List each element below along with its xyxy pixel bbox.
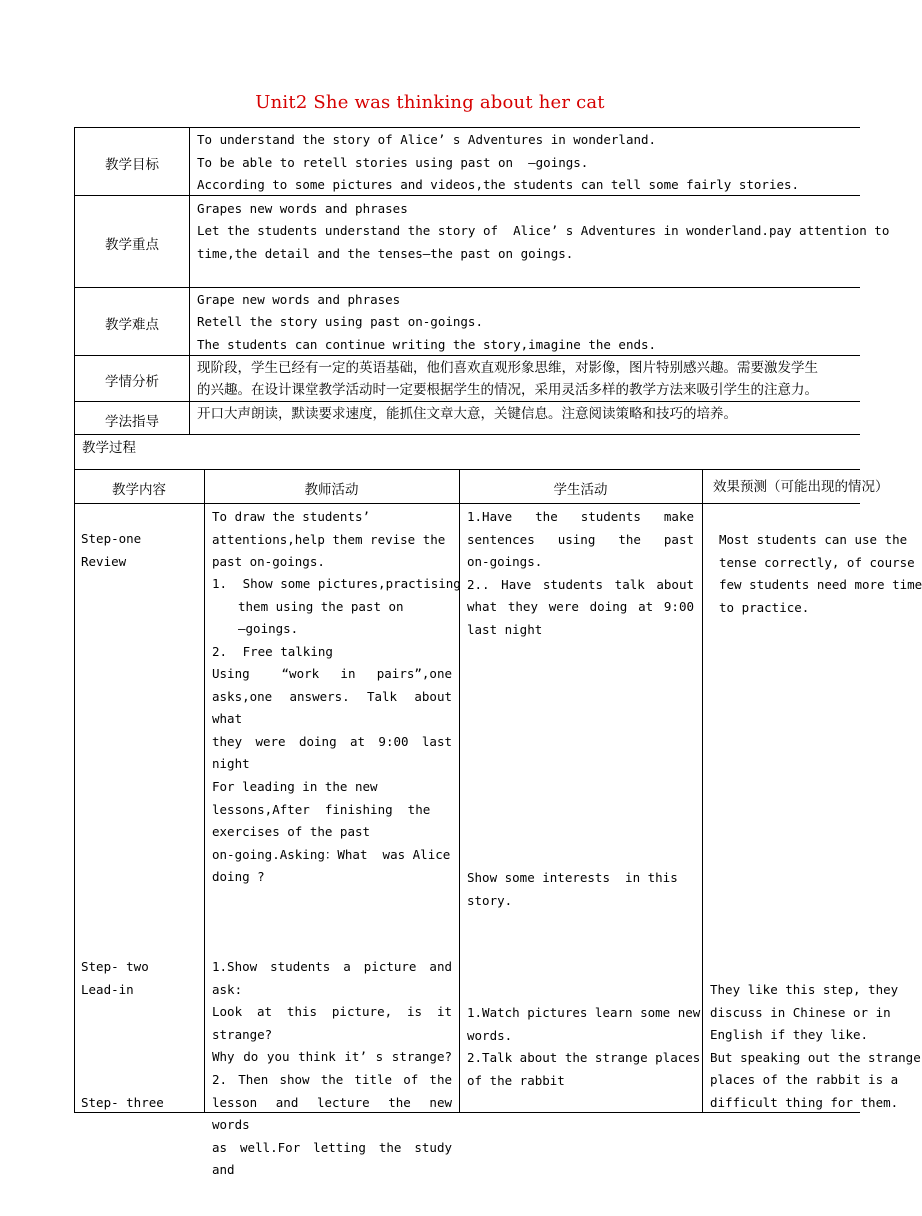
table-top-border xyxy=(74,127,860,128)
process-label: 教学过程 xyxy=(82,440,136,456)
effect-step-two: They like this step, they discuss in Chinese or in English if they like. But speaking out the strange places of the rabbit is a difficult thing for them. xyxy=(710,982,921,1110)
column-divider xyxy=(702,469,703,1113)
effect-review: Most students can use the tense correctly, of course few students need more time to practice. xyxy=(719,532,922,615)
difficulty-line: Grape new words and phrases xyxy=(197,292,401,307)
student-activity-review: 1.Have the students make sentences using the past on-goings. 2.. Have students talk about what they were doing at 9:00 last night xyxy=(467,509,694,637)
teacher-activity-pairs: Using “work in pairs”,one asks,one answers. Talk about what they were doing at 9:00 last night xyxy=(212,666,452,772)
teacher-activity-list: 1. Show some pictures,practising them using the past on –goings. 2. Free talking xyxy=(212,576,461,659)
key-point-line: time,the detail and the tenses—the past on goings. xyxy=(197,246,574,261)
difficulty-line: Retell the story using past on-goings. xyxy=(197,314,483,329)
objective-line: To understand the story of Alice’ s Adventures in wonderland. xyxy=(197,132,657,147)
page-title: Unit2 She was thinking about her cat xyxy=(255,92,605,113)
table-left-border xyxy=(74,127,75,1113)
step-three-label: Step- three xyxy=(81,1095,164,1110)
teacher-activity-step-two: 1.Show students a picture and ask: Look at this picture, is it strange? Why do you think it’ s strange? 2. Then show the title of the lesson and lecture the new words as well.For letting the study and xyxy=(212,959,452,1178)
teacher-activity-intro: To draw the students’ attentions,help them revise the past on-goings. xyxy=(212,509,446,570)
analysis-line: 的兴趣。在设计课堂教学活动时一定要根据学生的情况，采用灵活多样的教学方法来吸引学生的注意力。 xyxy=(197,382,818,398)
row-label-key-points: 教学重点 xyxy=(105,237,159,253)
row-divider xyxy=(74,469,860,470)
key-point-line: Let the students understand the story of Alice’ s Adventures in wonderland.pay attention to xyxy=(197,223,890,238)
row-label-objectives: 教学目标 xyxy=(105,157,159,173)
analysis-line: 现阶段，学生已经有一定的英语基础，他们喜欢直观形象思维，对影像，图片特别感兴趣。需要激发学生 xyxy=(197,360,818,376)
row-label-student-analysis: 学情分析 xyxy=(105,374,159,390)
teacher-activity-lead: For leading in the new lessons,After finishing the exercises of the past on-going.Asking：What was Alice doing ? xyxy=(212,779,451,885)
row-label-study-guidance: 学法指导 xyxy=(105,414,159,430)
row-divider xyxy=(74,434,860,435)
row-divider xyxy=(74,287,860,288)
key-point-line: Grapes new words and phrases xyxy=(197,201,408,216)
step-one-label: Step-one Review xyxy=(81,531,142,569)
row-label-difficulties: 教学难点 xyxy=(105,317,159,333)
student-activity-step-two: 1.Watch pictures learn some new words. 2.Talk about the strange places of the rabbit xyxy=(467,1005,701,1088)
column-divider xyxy=(459,469,460,1113)
column-header-teacher: 教师活动 xyxy=(304,482,359,498)
difficulty-line: The students can continue writing the story,imagine the ends. xyxy=(197,337,657,352)
objective-line: According to some pictures and videos,the students can tell some fairly stories. xyxy=(197,177,800,192)
column-header-content: 教学内容 xyxy=(112,482,166,498)
column-header-effect: 效果预测（可能出现的情况） xyxy=(713,479,889,495)
column-header-student: 学生活动 xyxy=(553,482,608,498)
step-two-label: Step- two Lead-in xyxy=(81,959,149,997)
column-divider xyxy=(204,469,205,1113)
objective-line: To be able to retell stories using past on –goings. xyxy=(197,155,589,170)
guidance-line: 开口大声朗读，默读要求速度，能抓住文章大意，关键信息。注意阅读策略和技巧的培养。 xyxy=(197,406,737,422)
student-activity-interest: Show some interests in this story. xyxy=(467,870,678,908)
row-divider xyxy=(74,503,860,504)
